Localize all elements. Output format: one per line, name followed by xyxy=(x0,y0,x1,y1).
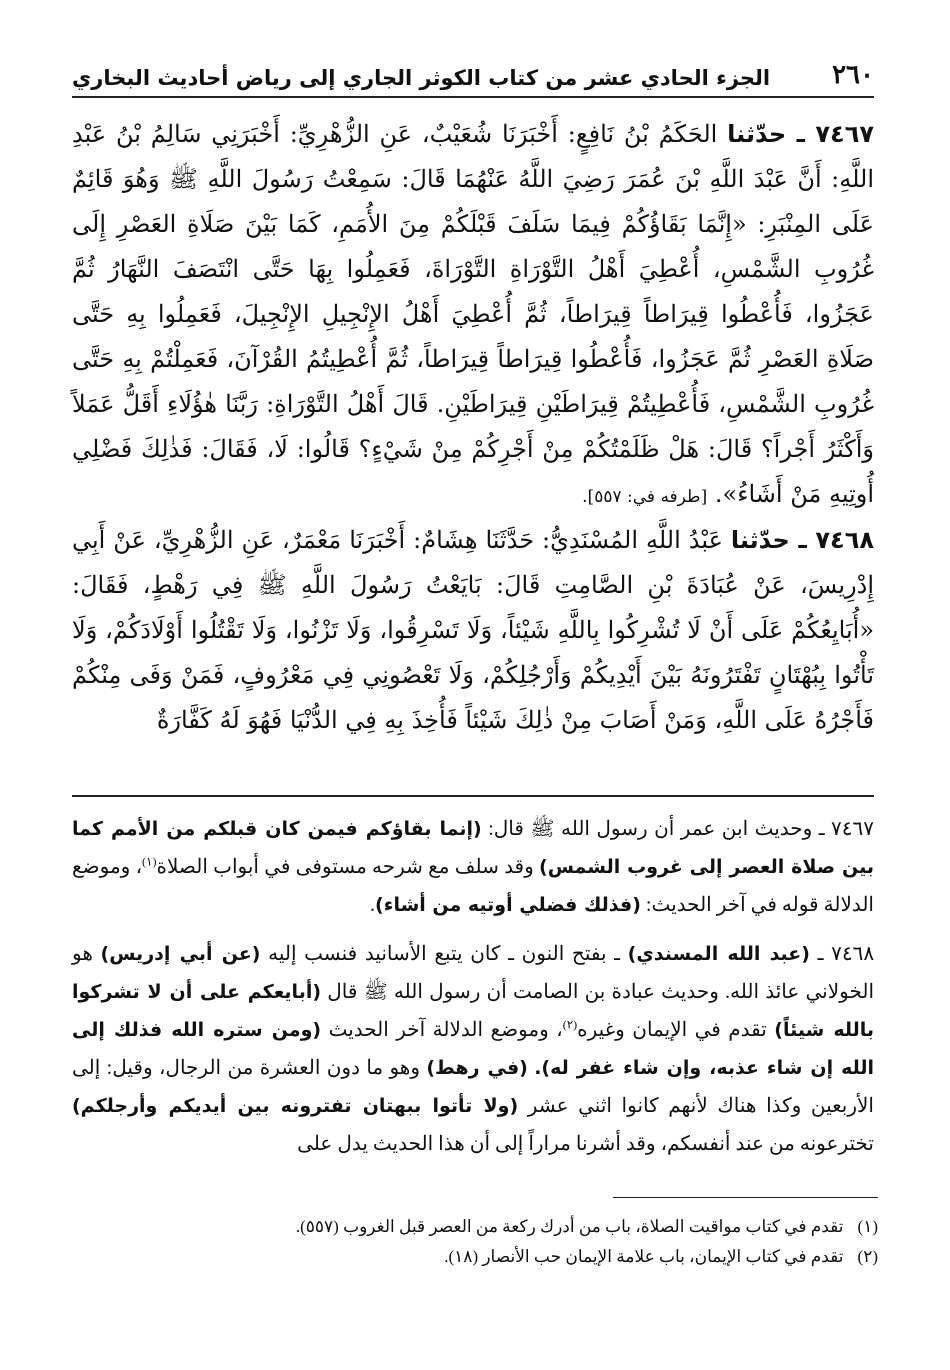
page-number: ٢٦٠ xyxy=(832,60,874,90)
commentary-text: ، وموضع الدلالة قوله في آخر الحديث: xyxy=(72,856,874,916)
hadith-7467 xyxy=(72,112,874,520)
quoted-text: (فذلك فضلي أوتيه من أشاء) xyxy=(375,894,641,916)
hadith-text: الحَكَمُ بْنُ نَافِعٍ: أَخْبَرَنَا شُعَيْبٌ، عَنِ الزُّهْرِيِّ: أَخْبَرَنِي سَالِمُ بْنُ عَبْدِ اللَّهِ: أَنَّ عَبْدَ اللَّهِ بْنَ عُمَرَ رَضِيَ اللَّهُ عَنْهُمَا قَالَ: سَمِعْتُ رَسُولَ اللَّهِ ﷺ وَهُوَ قَائِمٌ عَلَى المِنْبَرِ: «إِنَّمَا بَقَاؤُكُمْ فِيمَا سَلَفَ قَبْلَكُمْ مِنَ الأُمَمِ، كَمَا بَيْنَ صَلَاةِ العَصْرِ إِلَى غُرُوبِ الشَّمْسِ، أُعْطِيَ أَهْلُ التَّوْرَاةِ التَّوْرَاةَ، فَعَمِلُوا بِهَا حَتَّى انْتَصَفَ النَّهَارُ ثُمَّ عَجَزُوا، فَأُعْطُوا قِيرَاطاً قِيرَاطاً، ثُمَّ أُعْطِيَ أَهْلُ الإِنْجِيلِ الإِنْجِيلَ، فَعَمِلُوا بِهِ حَتَّى صَلَاةِ العَصْرِ ثُمَّ عَجَزُوا، فَأُعْطُوا قِيرَاطاً قِيرَاطاً، ثُمَّ أُعْطِيتُمُ القُرْآنَ، فَعَمِلْتُمْ بِهِ حَتَّى غُرُوبِ الشَّمْسِ، فَأُعْطِيتُمْ قِيرَاطَيْنِ قِيرَاطَيْنِ. قَالَ أَهْلُ التَّوْرَاةِ: رَبَّنَا هٰؤُلَاءِ أَقَلُّ عَمَلاً وَأَكْثَرُ أَجْراً؟ قَالَ: هَلْ ظَلَمْتُكُمْ مِنْ أَجْرِكُمْ مِنْ شَيْءٍ؟ قَالُوا: لَا، فَقَالَ: فَذٰلِكَ فَضْلِي أُوتِيهِ مَنْ أَشَاءُ». xyxy=(72,120,874,508)
quoted-text: (أبايعكم على أن لا تشركوا بالله شيئاً) xyxy=(72,981,875,1041)
footnote xyxy=(76,1242,878,1272)
hadith-7468 xyxy=(72,518,874,743)
footnote-text: تقدم في كتاب مواقيت الصلاة، باب من أدرك ركعة من العصر قبل الغروب (٥٥٧). xyxy=(295,1217,844,1236)
commentary-text: تخترعونه من عند أنفسكم، وقد أشرنا مراراً إلى أن هذا الحديث يدل على xyxy=(297,1133,874,1155)
commentary-text: ، وموضع الدلالة آخر الحديث xyxy=(328,1019,563,1041)
commentary-7467 xyxy=(72,810,874,924)
hadith-number: ٧٤٦٧ ـ حدّثنا xyxy=(727,120,874,148)
footnote-text: تقدم في كتاب الإيمان، باب علامة الإيمان حب الأنصار (١٨). xyxy=(444,1247,844,1266)
section-divider xyxy=(72,795,874,797)
commentary-text: تقدم في الإيمان وغيره xyxy=(577,1019,767,1041)
commentary-text: وهو ما دون العشرة من الرجال، وقيل: إلى الأربعين وكذا هناك لأنهم كانوا اثني عشر xyxy=(72,1057,874,1117)
quoted-text: (في رهط) xyxy=(426,1057,528,1079)
commentary-text: ـ بفتح النون ـ كان يتبع الأسانيد فنسب إليه xyxy=(268,943,621,965)
quoted-text: (إنما بقاؤكم فيمن كان قبلكم من الأمم كما بين صلاة العصر إلى غروب الشمس) xyxy=(72,818,874,878)
running-title: الجزء الحادي عشر من كتاب الكوثر الجاري إلى رياض أحاديث البخاري xyxy=(72,66,771,90)
commentary-7468 xyxy=(72,935,874,1163)
commentary-text: . xyxy=(370,894,376,916)
quoted-text: (ولا تأتوا ببهتان تفترونه بين أيديكم وأرجلكم) xyxy=(72,1095,519,1117)
quoted-text: (ومن ستره الله فذلك إلى الله إن شاء عذبه، وإن شاء غفر له). xyxy=(72,1019,875,1079)
hadith-text: عَبْدُ اللَّهِ المُسْنَدِيُّ: حَدَّثَنَا هِشَامٌ: أَخْبَرَنَا مَعْمَرٌ، عَنِ الزُّهْرِيِّ، عَنْ أَبِي إِدْرِيسَ، عَنْ عُبَادَةَ بْنِ الصَّامِتِ قَالَ: بَايَعْتُ رَسُولَ اللَّهِ ﷺ فِي رَهْطٍ، فَقَالَ: «أُبَايِعُكُمْ عَلَى أَنْ لَا تُشْرِكُوا بِاللَّهِ شَيْئاً، وَلَا تَسْرِقُوا، وَلَا تَزْنُوا، وَلَا تَقْتُلُوا أَوْلَادَكُمْ، وَلَا تَأْتُوا بِبُهْتَانٍ تَفْتَرُونَهُ بَيْنَ أَيْدِيكُمْ وَأَرْجُلِكُمْ، وَلَا تَعْصُونِي فِي مَعْرُوفٍ، فَمَنْ وَفَى مِنْكُمْ فَأَجْرُهُ عَلَى اللَّهِ، وَمَنْ أَصَابَ مِنْ ذٰلِكَ شَيْئاً فَأُخِذَ بِهِ فِي الدُّنْيَا فَهُوَ لَهُ كَفَّارَةٌ xyxy=(72,526,874,734)
footnote-divider xyxy=(613,1197,878,1198)
commentary-text: ٧٤٦٨ ـ xyxy=(817,943,875,965)
hadith-number: ٧٤٦٨ ـ حدّثنا xyxy=(730,526,874,554)
cross-reference: [طرفه في: ٥٥٧]. xyxy=(582,487,708,507)
footnote-ref: (٢) xyxy=(562,1017,578,1032)
quoted-text: (عن أبي إدريس) xyxy=(100,943,261,965)
footnote-ref: (١) xyxy=(142,854,157,869)
commentary-text: وقد سلف مع شرحه مستوفى في أبواب الصلاة xyxy=(156,856,534,878)
page-header xyxy=(72,50,874,98)
footnote-mark: (١) xyxy=(857,1217,878,1236)
commentary-text: ٧٤٦٧ ـ وحديث ابن عمر أن رسول الله ﷺ قال: xyxy=(488,818,875,840)
footnote-mark: (٢) xyxy=(857,1247,878,1266)
quoted-text: (عبد الله المسندي) xyxy=(627,943,810,965)
footnotes xyxy=(76,1212,878,1272)
footnote xyxy=(76,1212,878,1242)
commentary-text: هو الخولاني عائذ الله. وحديث عبادة بن الصامت أن رسول الله ﷺ قال xyxy=(72,943,875,1003)
